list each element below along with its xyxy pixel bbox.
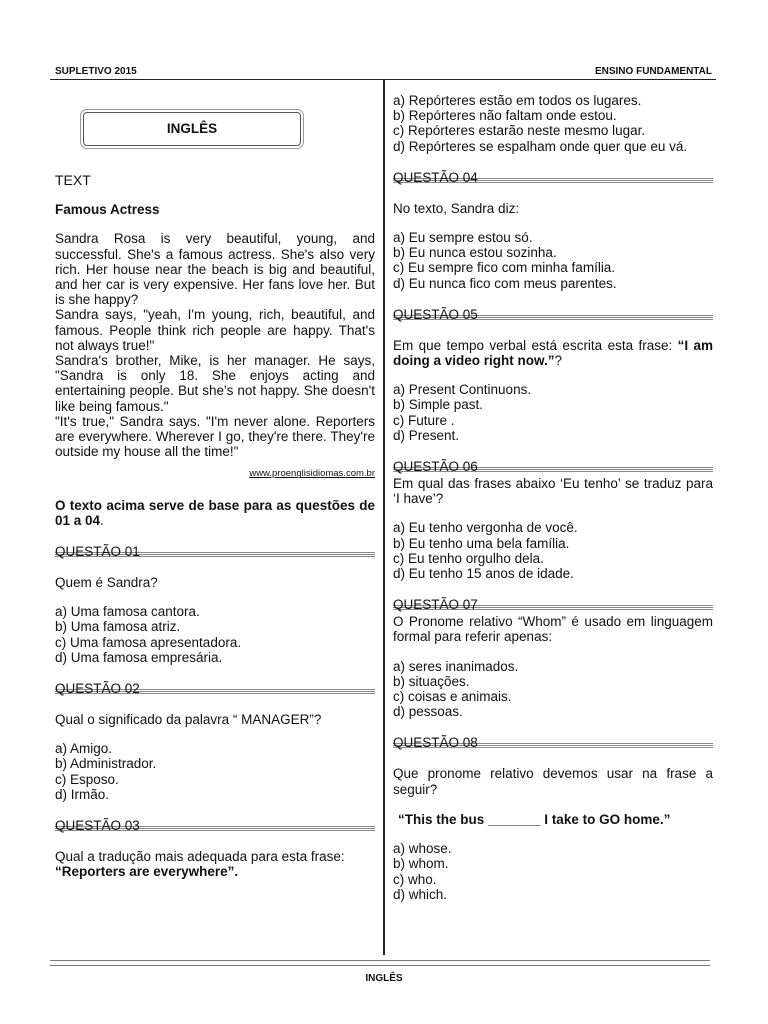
option: b) Uma famosa atriz. xyxy=(55,619,181,635)
option: d) pessoas. xyxy=(393,704,463,720)
option: a) Uma famosa cantora. xyxy=(55,604,200,620)
option: a) Amigo. xyxy=(55,741,113,757)
question-heading-label: QUESTÃO 07 xyxy=(393,597,478,613)
question-05-heading xyxy=(393,307,713,323)
option: b) Eu nunca estou sozinha. xyxy=(393,245,557,261)
option: b) Eu tenho uma bela família. xyxy=(393,535,570,551)
option: d) Present. xyxy=(393,427,460,443)
article-paragraph: Sandra's brother, Mike, is her manager. He says, "Sandra is only 18. She enjoys acting and entertaining people. But she's not happy. She doesn't like being famous." xyxy=(55,353,375,414)
question-05-end: ? xyxy=(554,353,563,369)
note-end: . xyxy=(100,512,104,528)
question-heading-label: QUESTÃO 02 xyxy=(55,681,140,697)
question-03-phrase: “Reporters are everywhere”. xyxy=(55,864,239,880)
question-heading-label: QUESTÃO 01 xyxy=(55,544,140,560)
question-08-options xyxy=(393,841,713,902)
question-08-text: Que pronome relativo devemos usar na frase a seguir? xyxy=(393,766,713,797)
option: c) Esposo. xyxy=(55,771,119,787)
option: d) Eu nunca fico com meus parentes. xyxy=(393,275,617,291)
option: c) coisas e animais. xyxy=(393,689,512,705)
question-08-sentence: “This the bus _______ I take to GO home.” xyxy=(398,811,671,827)
header-right: ENSINO FUNDAMENTAL xyxy=(594,66,712,77)
article-paragraph: "It's true," Sandra says. "I'm never alone. Reporters are everywhere. Wherever I go, they're there. They're outside my house all the time!" xyxy=(55,413,375,460)
question-07-options xyxy=(393,659,713,720)
question-06-heading xyxy=(393,459,713,475)
source-link[interactable]: www.proenglisidiomas.com.br xyxy=(249,468,375,480)
option: d) Repórteres se espalham onde quer que eu vá. xyxy=(393,138,688,154)
question-heading-label: QUESTÃO 05 xyxy=(393,306,478,322)
question-02-text: Qual o significado da palavra “ MANAGER”? xyxy=(55,712,322,728)
question-heading-label: QUESTÃO 06 xyxy=(393,459,478,475)
option: b) whom. xyxy=(393,856,449,872)
option: b) Simple past. xyxy=(393,397,484,413)
question-05-phrase: “I am doing a video right now.” xyxy=(393,337,713,369)
question-02-heading xyxy=(55,681,375,697)
header-left: SUPLETIVO 2015 xyxy=(55,66,137,77)
text-label: TEXT xyxy=(55,172,91,188)
option: b) situações. xyxy=(393,673,470,689)
left-column xyxy=(55,80,375,880)
subject-title-box: INGLÊS xyxy=(83,112,301,146)
question-05-options xyxy=(393,382,713,443)
question-01-text: Quem é Sandra? xyxy=(55,575,158,591)
article-paragraph: Sandra Rosa is very beautiful, young, and successful. She's a famous actress. She's also very rich. Her house near the beach is big and beautiful, and her car is very expensive. Her fans love her. But is she happy? xyxy=(55,231,375,308)
footer-subject: INGLÊS xyxy=(365,973,403,984)
option: d) Uma famosa empresária. xyxy=(55,649,223,665)
option: a) seres inanimados. xyxy=(393,658,519,674)
question-01-heading xyxy=(55,544,375,560)
question-heading-label: QUESTÃO 03 xyxy=(55,818,140,834)
question-07-text: O Pronome relativo “Whom” é usado em linguagem formal para referir apenas: xyxy=(393,614,713,645)
base-text-note xyxy=(55,498,375,528)
option: a) Repórteres estão em todos os lugares. xyxy=(393,93,642,108)
article-paragraph: Sandra says, "yeah, I'm young, rich, beautiful, and famous. People think rich people are happy. That's not always true!" xyxy=(55,307,375,353)
option: a) Eu tenho vergonha de você. xyxy=(393,520,578,536)
option: b) Repórteres não faltam onde estou. xyxy=(393,108,617,124)
question-05-prompt: Em que tempo verbal está escrita esta frase: xyxy=(393,337,673,353)
option: a) Present Continuons. xyxy=(393,382,532,398)
question-heading-label: QUESTÃO 08 xyxy=(393,735,478,751)
option: a) Eu sempre estou só. xyxy=(393,230,533,246)
question-01-options xyxy=(55,604,375,665)
option: c) Future . xyxy=(393,412,455,428)
footer-rule xyxy=(50,960,710,966)
option: c) Uma famosa apresentadora. xyxy=(55,634,242,650)
option: a) whose. xyxy=(393,841,452,857)
question-04-options xyxy=(393,230,713,291)
question-03-options xyxy=(393,93,713,154)
question-heading-label: QUESTÃO 04 xyxy=(393,169,478,185)
question-04-text: No texto, Sandra diz: xyxy=(393,200,520,216)
question-06-text: Em qual das frases abaixo ‘Eu tenho’ se traduz para ‘I have’? xyxy=(393,476,713,507)
column-divider xyxy=(383,80,385,955)
question-04-heading xyxy=(393,170,713,186)
question-03-prompt: Qual a tradução mais adequada para esta frase: xyxy=(55,849,345,865)
note-text: O texto acima serve de base para as questões de 01 a 04 xyxy=(55,497,375,528)
option: c) who. xyxy=(393,871,437,887)
option: c) Repórteres estarão neste mesmo lugar. xyxy=(393,123,646,139)
article-title: Famous Actress xyxy=(55,202,160,218)
option: d) which. xyxy=(393,886,448,902)
option: d) Irmão. xyxy=(55,786,110,802)
question-06-options xyxy=(393,520,713,581)
question-07-heading xyxy=(393,597,713,613)
question-02-options xyxy=(55,741,375,802)
option: d) Eu tenho 15 anos de idade. xyxy=(393,566,574,582)
question-03-heading xyxy=(55,818,375,834)
option: c) Eu tenho orgulho dela. xyxy=(393,550,544,566)
option: c) Eu sempre fico com minha família. xyxy=(393,260,616,276)
right-column xyxy=(393,80,713,902)
question-03-text xyxy=(55,849,375,879)
option: b) Administrador. xyxy=(55,756,157,772)
question-05-text xyxy=(393,338,713,368)
question-08-heading xyxy=(393,735,713,751)
